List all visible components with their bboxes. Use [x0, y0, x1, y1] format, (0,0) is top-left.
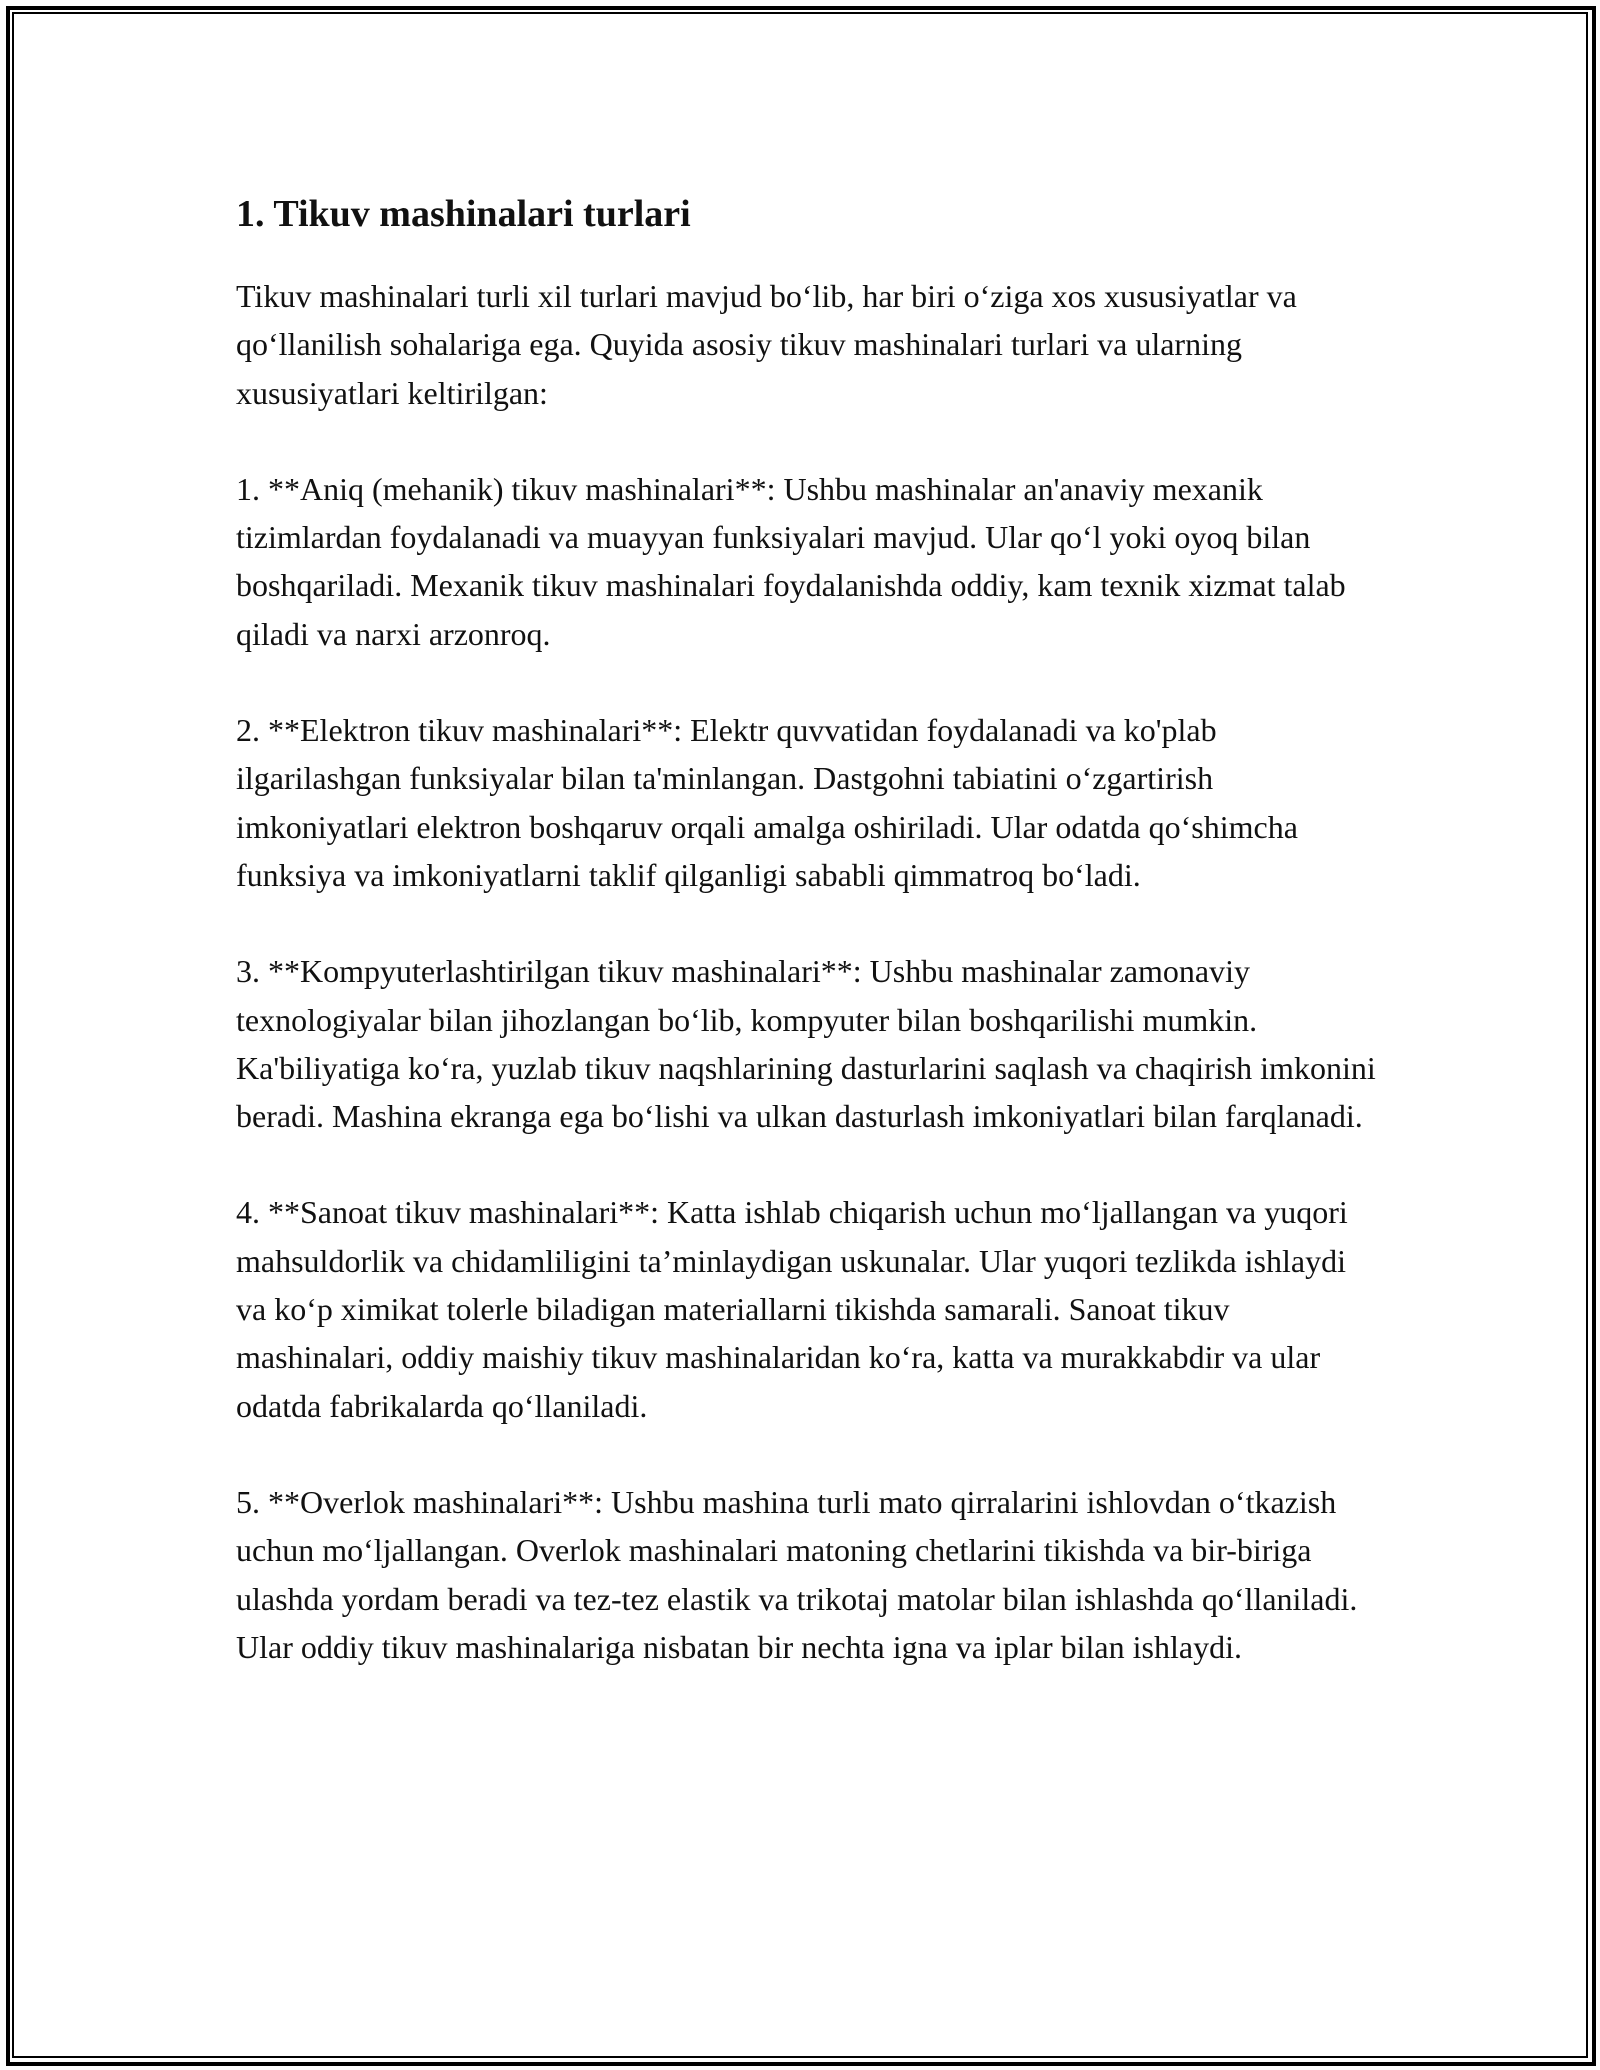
paragraph-overlock-machines: 5. **Overlok mashinalari**: Ushbu mashina turli mato qirralarini ishlovdan o‘tkazish uchun mo‘ljallangan. Overlok mashinalari matoning chetlarini tikishda va bir-biriga ulashda yordam beradi va tez-tez elastik va trikotaj matolar bilan ishlashda qo‘llaniladi. Ular oddiy tikuv mashinalariga nisbatan bir nechta igna va iplar bilan ishlaydi.	[236, 1483, 1358, 1665]
page-title: 1. Tikuv mashinalari turlari	[236, 193, 691, 235]
paragraph-mechanical-machines: 1. **Aniq (mehanik) tikuv mashinalari**: Ushbu mashinalar an'anaviy mexanik tizimlardan foydalanadi va muayyan funksiyalari mavjud. Ular qo‘l yoki oyoq bilan boshqariladi. Mexanik tikuv mashinalari foydalanishda oddiy, kam texnik xizmat talab qiladi va narxi arzonroq.	[236, 470, 1346, 652]
paragraph-electronic-machines: 2. **Elektron tikuv mashinalari**: Elektr quvvatidan foydalanadi va ko'plab ilgarilashgan funksiyalar bilan ta'minlangan. Dastgohni tabiatini o‘zgartirish imkoniyatlari elektron boshqaruv orqali amalga oshiriladi. Ular odatda qo‘shimcha funksiya va imkoniyatlarni taklif qilganligi sababli qimmatroq bo‘ladi.	[236, 712, 1298, 893]
intro-paragraph: Tikuv mashinalari turli xil turlari mavjud bo‘lib, har biri o‘ziga xos xususiyatlar va qo‘llanilish sohalariga ega. Quyida asosiy tikuv mashinalari turlari va ularning xususiyatlari keltirilgan:	[236, 278, 1297, 411]
document-body	[236, 186, 1376, 1719]
paragraph-computerized-machines: 3. **Kompyuterlashtirilgan tikuv mashinalari**: Ushbu mashinalar zamonaviy texnologiyalar bilan jihozlangan bo‘lib, kompyuter bilan boshqarilishi mumkin. Ka'biliyatiga ko‘ra, yuzlab tikuv naqshlarining dasturlarini saqlash va chaqirish imkonini beradi. Mashina ekranga ega bo‘lishi va ulkan dasturlash imkoniyatlari bilan farqlanadi.	[236, 953, 1376, 1135]
paragraph-industrial-machines: 4. **Sanoat tikuv mashinalari**: Katta ishlab chiqarish uchun mo‘ljallangan va yuqori mahsuldorlik va chidamliligini ta’minlaydigan uskunalar. Ular yuqori tezlikda ishlaydi va ko‘p ximikat tolerle biladigan materiallarni tikishda samarali. Sanoat tikuv mashinalari, oddiy maishiy tikuv mashinalaridan ko‘ra, katta va murakkabdir va ular odatda fabrikalarda qo‘llaniladi.	[236, 1194, 1348, 1424]
